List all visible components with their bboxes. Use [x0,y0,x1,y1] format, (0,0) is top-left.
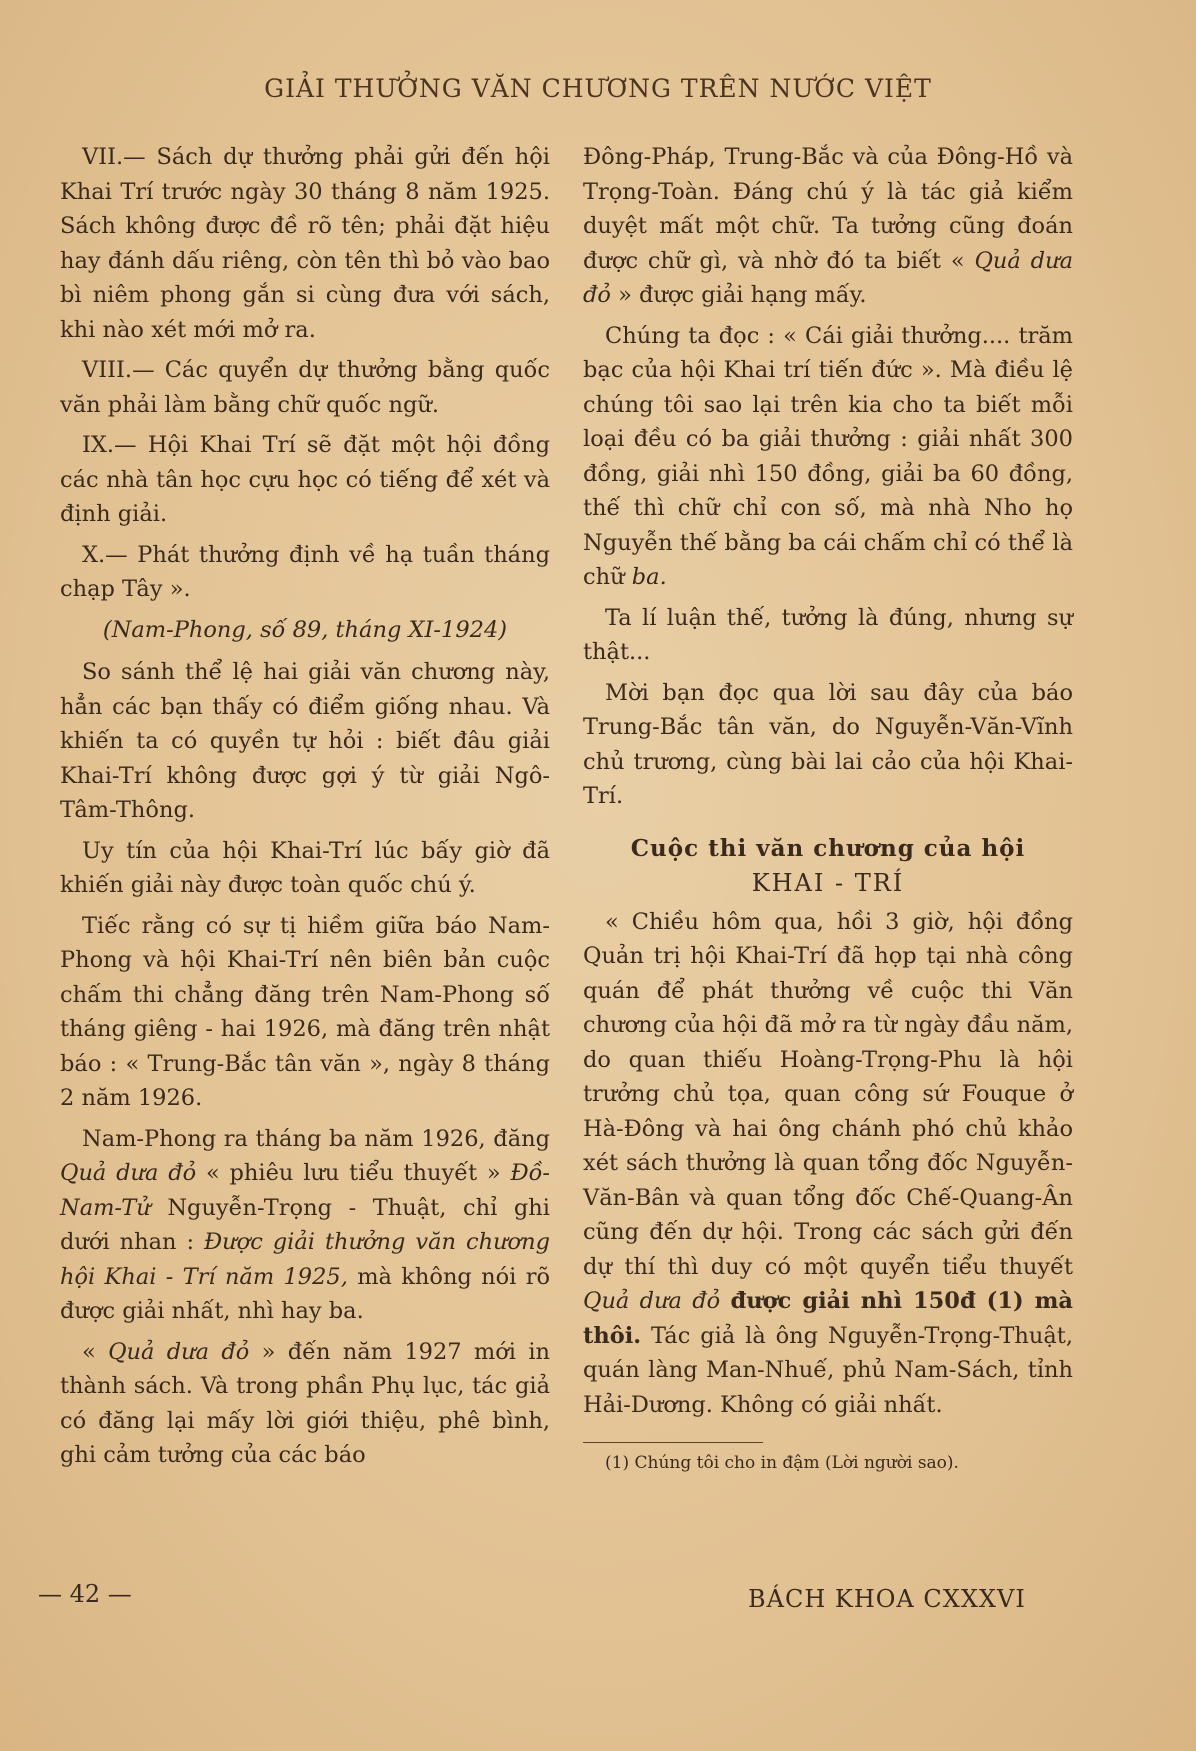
book-title: Quả dưa đỏ [60,1160,197,1186]
text: Đông-Pháp, Trung-Bắc và của Đông-Hồ và Trọng-Toàn. Đáng chú ý là tác giả kiểm duyệt mất một chữ. Ta tưởng cũng đoán được chữ gì, và nhờ đó ta biết « [583,144,1073,274]
footnote: (1) Chúng tôi cho in đậm (Lời người sao). [605,1453,959,1473]
pen-name: Đồ-Nam-Tử [60,1160,550,1221]
text: » được giải hạng mấy. [610,282,867,308]
text: Nam-Phong ra tháng ba năm 1926, đăng [82,1125,550,1152]
text [720,1288,730,1314]
bold-text: được giải nhì 150đ (1) mà thôi. [583,1288,1073,1349]
paragraph: Uy tín của hội Khai-Trí lúc bấy giờ đã khiến giải này được toàn quốc chú ý. [60,837,550,898]
paragraph: So sánh thể lệ hai giải văn chương này, hẳn các bạn thấy có điểm giống nhau. Và khiến ta có quyền tự hỏi : biết đâu giải Khai-Trí không được gợi ý từ giải Ngô-Tâm-Thông. [60,659,550,823]
paragraph: X.— Phát thưởng định về hạ tuần tháng chạp Tây ». [60,541,550,602]
citation: (Nam-Phong, số 89, tháng XI-1924) [102,616,508,643]
paragraph: Ta lí luận thế, tưởng là đúng, nhưng sự thật... [583,604,1073,665]
paragraph: Mời bạn đọc qua lời sau đây của báo Trung-Bắc tân văn, do Nguyễn-Văn-Vĩnh chủ trương, cùng bài lai cảo của hội Khai-Trí. [583,679,1073,809]
book-title: Quả dưa đỏ [583,1288,721,1314]
text: Tác giả là ông Nguyễn-Trọng-Thuật, quán làng Man-Nhuế, phủ Nam-Sách, tỉnh Hải-Dương. Không có giải nhất. [583,1322,1073,1418]
magazine-name: BÁCH KHOA CXXXVI [748,1585,1026,1613]
right-column [583,140,1073,1481]
section-title-2: KHAI - TRÍ [751,869,905,897]
paragraph: Tiếc rằng có sự tị hiềm giữa báo Nam-Phong và hội Khai-Trí nên biên bản cuộc chấm thi chẳng đăng trên Nam-Phong số tháng giêng - hai 1926, mà đăng trên nhật báo : « Trung-Bắc tân văn », ngày 8 tháng 2 năm 1926. [60,912,550,1111]
text: » đến năm 1927 mới in thành sách. Và trong phần Phụ lục, tác giả có đăng lại mấy lời giới thiệu, phê bình, ghi cảm tưởng của các báo [60,1338,551,1468]
emphasis: ba. [631,564,667,590]
text: mà không nói rõ được giải nhất, nhì hay ba. [60,1263,550,1324]
paragraph [583,319,1073,595]
page-number: — 42 — [38,1580,132,1608]
subtitle-note: Được giải thưởng văn chương hội Khai - Trí năm 1925, [60,1229,550,1290]
paragraph [583,905,1073,1423]
paragraph: IX.— Hội Khai Trí sẽ đặt một hội đồng các nhà tân học cựu học có tiếng để xét và định giải. [60,432,550,527]
text: « [82,1338,109,1365]
text: « phiêu lưu tiểu thuyết » [196,1160,511,1186]
footnote-divider [583,1442,763,1443]
page-header: GIẢI THƯỞNG VĂN CHƯƠNG TRÊN NƯỚC VIỆT [264,74,932,103]
text: Chúng ta đọc : « Cái giải thưởng.... trăm bạc của hội Khai trí tiến đức ». Mà điều lệ chúng tôi sao lại trên kia cho ta biết mỗi loại đều có ba giải thưởng : giải nhất 300 đồng, giải nhì 150 đồng, giải ba 60 đồng, thế thì chữ chỉ con số, mà nhà Nho họ Nguyễn thế bằng ba cái chấm chỉ có thể là chữ [583,322,1073,590]
paragraph [60,1335,550,1473]
paragraph: VII.— Sách dự thưởng phải gửi đến hội Khai Trí trước ngày 30 tháng 8 năm 1925. Sách không được đề rõ tên; phải đặt hiệu hay đánh dấu riêng, còn tên thì bỏ vào bao bì niêm phong gắn si cùng đưa với sách, khi nào xét mới mở ra. [60,144,550,343]
left-column [60,140,550,1479]
section-title: Cuộc thi văn chương của hội [630,834,1026,862]
text: « Chiều hôm qua, hồi 3 giờ, hội đồng Quản trị hội Khai-Trí đã họp tại nhà công quán để phát thưởng về cuộc thi Văn chương của hội đã mở ra từ ngày đầu năm, do quan thiếu Hoàng-Trọng-Phu là hội trưởng chủ tọa, quan công sứ Fouque ở Hà-Đông và hai ông chánh phó chủ khảo xét sách thưởng là quan tổng đốc Nguyễn-Văn-Bân và quan tổng đốc Chế-Quang-Ân cũng đến dự hội. Trong các sách gửi đến dự thí thì duy có một quyển tiểu thuyết [583,908,1073,1280]
book-title: Quả dưa đỏ [108,1338,250,1365]
paragraph: VIII.— Các quyển dự thưởng bằng quốc văn phải làm bằng chữ quốc ngữ. [60,357,550,418]
book-title: Quả dưa đỏ [583,247,1073,308]
paragraph [583,140,1073,313]
text: Nguyễn-Trọng - Thuật, chỉ ghi dưới nhan : [60,1194,550,1255]
paragraph [60,1122,550,1329]
